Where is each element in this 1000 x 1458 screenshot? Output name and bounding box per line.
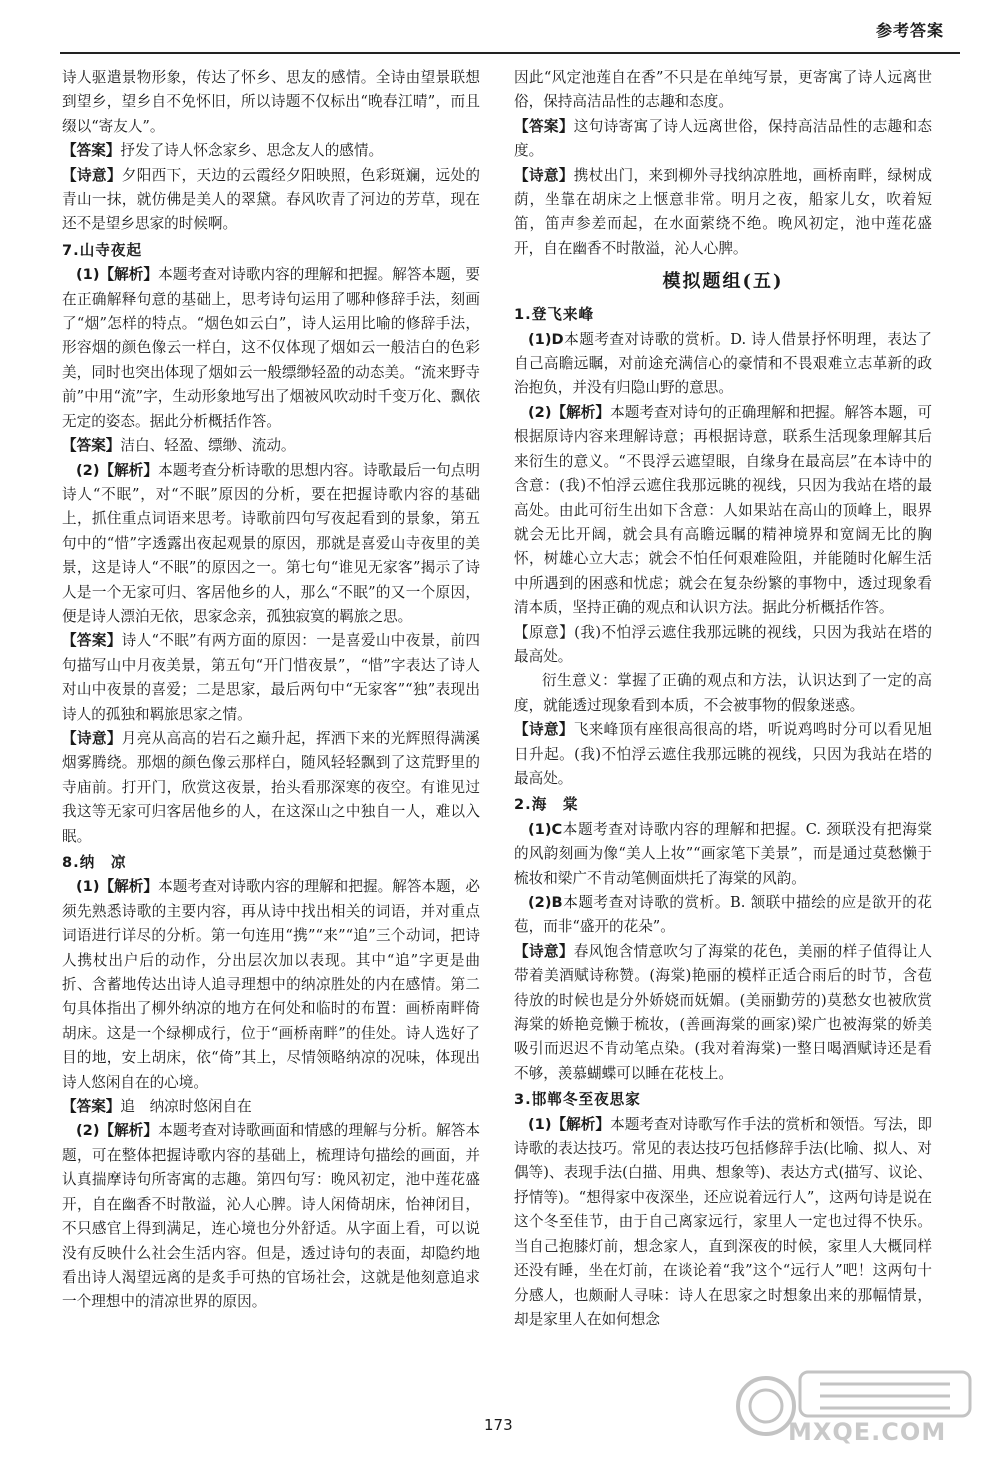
analysis-paragraph <box>514 328 932 401</box>
analysis-paragraph <box>62 263 480 434</box>
poem-meaning-tag: 【诗意】 <box>62 729 122 747</box>
answer-tag: 【答案】 <box>62 632 122 650</box>
answer-tag: 【答案】 <box>62 437 121 455</box>
analysis-paragraph <box>62 875 480 1095</box>
analysis-paragraph <box>514 891 932 940</box>
answer-text: 抒发了诗人怀念家乡、思念友人的感情。 <box>120 142 384 160</box>
analysis-tag: (2)【解析】 <box>76 461 159 479</box>
watermark-text: MXQE.COM <box>788 1418 947 1446</box>
answer-text: 洁白、轻盈、缥缈、流动。 <box>120 437 296 455</box>
analysis-text: 本题考查对诗歌内容的理解和把握。解答本题，要在正确解释句意的基础上，思考诗句运用了哪种修辞手法，刻画了“烟”怎样的特点。“烟色如云白”，诗人运用比喻的修辞手法，形容烟的颜色像云一样白，这不仅体现了烟如云一般洁白的色彩美，同时也突出体现了烟如云一般缥缈轻盈的动态美。“流来野寺前”中用“流”字，生动形象地写出了烟被风吹动时千变万化、飘依无定的姿态。据此分析概括作答。 <box>62 266 480 430</box>
poem-meaning-tag: 【诗意】 <box>514 942 574 960</box>
poem-meaning-paragraph <box>62 727 480 849</box>
analysis-tag: (1)【解析】 <box>76 878 159 896</box>
poem-meaning-text: 夕阳西下，天边的云霞经夕阳映照，色彩斑斓，远处的青山一抹，就仿佛是美人的翠黛。春风吹青了河边的芳草，现在还不是望乡思家的时候啊。 <box>62 166 480 233</box>
poem-meaning-paragraph <box>62 164 480 237</box>
left-column <box>62 66 480 1315</box>
answer-text: 追 纳凉时悠闲自在 <box>120 1098 252 1116</box>
question-title: 2.海 棠 <box>514 796 579 814</box>
analysis-text: 本题考查对诗歌内容的理解和把握。C. 颈联没有把海棠的风韵刻画为像“美人上妆”“画家笔下美景”，而是通过莫愁懒于梳妆和梁广不肯动笔侧面烘托了海棠的风韵。 <box>514 820 932 887</box>
header-title: 参考答案 <box>875 21 944 40</box>
analysis-text: 本题考查对诗歌内容的理解和把握。解答本题，必须先熟悉诗歌的主要内容，再从诗中找出相关的词语，并对重点词语进行详尽的分析。第一句连用“携”“来”“追”三个动词，把诗人携杖出户后的动作，分出层次加以表现。其中“追”字更是曲折、含蓄地传达出诗人追寻理想中的纳凉胜处的内在感情。第二句具体指出了柳外纳凉的地方在何处和临时的布置：画桥南畔倚胡床。这是一个绿柳成行，位于“画桥南畔”的佳处。诗人选好了目的地，安上胡床，依“倚”其上，尽情领略纳凉的况味，体现出诗人悠闲自在的心境。 <box>62 878 480 1091</box>
choice-answer-tag: (1)D <box>528 330 564 348</box>
analysis-paragraph <box>514 1113 932 1333</box>
poem-meaning-tag: 【诗意】 <box>62 166 122 184</box>
answer-paragraph <box>62 139 480 163</box>
poem-meaning-paragraph <box>514 164 932 262</box>
answer-tag: 【答案】 <box>62 1098 121 1116</box>
analysis-text: 本题考查分析诗歌的思想内容。诗歌最后一句点明诗人“不眠”，对“不眠”原因的分析，要在把握诗歌内容的基础上，抓住重点词语来思考。诗歌前四句写夜起看到的景象，第五句中的“惜”字透露出夜起观景的原因，那就是喜爱山寺夜里的美景，这是诗人“不眠”的原因之一。第七句“谁见无家客”揭示了诗人是一个无家可归、客居他乡的人，那么“不眠”的又一个原因，便是诗人漂泊无依，思家念亲，孤独寂寞的羁旅之思。 <box>62 461 480 625</box>
analysis-tag: (2)【解析】 <box>76 1122 159 1140</box>
answer-tag: 【答案】 <box>62 142 121 160</box>
answer-paragraph <box>62 1095 480 1119</box>
analysis-tag: (1)【解析】 <box>76 266 159 284</box>
right-column <box>514 66 932 1332</box>
poem-meaning-text: 携杖出门，来到柳外寻找纳凉胜地，画桥南畔，绿树成荫，坐靠在胡床之上惬意非常。明月之夜，船家儿女，吹着短笛，笛声参差而起，在水面萦绕不绝。晚风初定，池中莲花盛开，自在幽香不时散溢，沁人心脾。 <box>514 166 932 257</box>
analysis-text: 本题考查对诗歌的赏析。B. 颔联中描绘的应是欲开的花苞，而非“盛开的花朵”。 <box>514 894 932 936</box>
question-title: 8.纳 凉 <box>62 854 127 871</box>
analysis-paragraph <box>514 401 932 621</box>
choice-answer-tag: (2)B <box>528 894 563 911</box>
analysis-tag: (2)【解析】 <box>528 403 611 421</box>
analysis-text: 本题考查对诗歌的赏析。D. 诗人借景抒怀明理，表达了自己高瞻远瞩，对前途充满信心的豪情和不畏艰难立志革新的政治抱负，并没有归隐山野的意思。 <box>514 330 932 397</box>
question-title: 1.登飞来峰 <box>514 306 595 324</box>
answer-text: 这句诗寄寓了诗人远离世俗，保持高洁品性的志趣和态度。 <box>514 117 932 160</box>
question-title: 3.邯郸冬至夜思家 <box>514 1091 641 1109</box>
analysis-paragraph <box>62 459 480 630</box>
poem-meaning-tag: 【诗意】 <box>514 721 574 739</box>
analysis-text: 本题考查对诗歌写作手法的赏析和领悟。写法，即诗歌的表达技巧。常见的表达技巧包括修辞手法(比喻、拟人、对偶等)、表现手法(白描、用典、想象等)、表达方式(描写、议论、抒情等)。“想得家中夜深坐，还应说着远行人”，这两句诗是说在这个冬至佳节，由于自己离家远行，家里人一定也过得不快乐。当自己抱膝灯前，想念家人，直到深夜的时候，家里人大概同样还没有睡，坐在灯前，在谈论着“我”这个“远行人”吧！这两句十分感人，也颇耐人寻味：诗人在思家之时想象出来的那幅情景，却是家里人在如何想念 <box>514 1115 932 1328</box>
analysis-tag: (1)【解析】 <box>528 1115 611 1133</box>
answer-text: 诗人“不眠”有两方面的原因：一是喜爱山中夜景，前四句描写山中月夜美景，第五句“开门惜夜景”，“惜”字表达了诗人对山中夜景的喜爱；二是思家，最后两句中“无家客”“独”表现出诗人的孤独和羁旅思家之情。 <box>62 632 480 723</box>
analysis-paragraph <box>62 1119 480 1314</box>
paragraph: 因此“风定池莲自在香”不只是在单纯写景，更寄寓了诗人远离世俗，保持高洁品性的志趣和态度。 <box>514 69 932 111</box>
choice-answer-tag: (1)C <box>528 820 563 838</box>
poem-meaning-text: 春风饱含情意吹匀了海棠的花色，美丽的样子值得让人带着美酒赋诗称赞。(海棠)艳丽的模样正适合雨后的时节，含苞待放的时候也是分外娇娆而妩媚。(美丽勤劳的)莫愁女也被欣赏海棠的娇艳竞懒于梳妆，(善画海棠的画家)梁广也被海棠的娇美吸引而迟迟不肯动笔点染。(我对着海棠)一整日喝酒赋诗还是看不够，羡慕蝴蝶可以睡在花枝上。 <box>514 942 932 1082</box>
watermark-logo <box>730 1362 980 1450</box>
answer-paragraph: 【原意】(我)不怕浮云遮住我那远眺的视线，只因为我站在塔的最高处。 <box>514 623 932 665</box>
answer-tag: 【答案】 <box>514 117 574 135</box>
question-title: 7.山寺夜起 <box>62 241 143 259</box>
poem-meaning-text: 飞来峰顶有座很高很高的塔，听说鸡鸣时分可以看见旭日升起。(我)不怕浮云遮住我那远眺的视线，只因为我站在塔的最高处。 <box>514 721 932 787</box>
answer-paragraph <box>62 434 480 458</box>
answer-paragraph <box>62 629 480 727</box>
analysis-text: 本题考查对诗歌画面和情感的理解与分析。解答本题，可在整体把握诗歌内容的基础上，梳理诗句描绘的画面，并认真揣摩诗句所寄寓的志趣。第四句写：晚风初定，池中莲花盛开，自在幽香不时散溢，沁人心脾。诗人闲倚胡床，怡神闭目，不只感官上得到满足，连心境也分外舒适。从字面上看，可以说没有反映什么社会生活内容。但是，透过诗句的表面，却隐约地看出诗人渴望远离的是炙手可热的官场社会，这就是他刻意追求一个理想中的清凉世界的原因。 <box>62 1122 480 1311</box>
paragraph: 诗人驱遣景物形象，传达了怀乡、思友的感情。全诗由望景联想到望乡，望乡自不免怀旧，所以诗题不仅标出“晚春江晴”，而且缀以“寄友人”。 <box>62 69 480 135</box>
page-number: 173 <box>484 1416 513 1434</box>
poem-meaning-paragraph <box>514 940 932 1086</box>
poem-meaning-tag: 【诗意】 <box>514 166 574 184</box>
analysis-text: 本题考查对诗句的正确理解和把握。解答本题，可根据原诗内容来理解诗意；再根据诗意，联系生活现象理解其后来衍生的意义。“不畏浮云遮望眼，自缘身在最高层”在本诗中的含意：(我)不怕浮云遮住我那远眺的视线，只因为我站在塔的最高处。由此可衍生出如下含意：人如果站在高山的顶峰上，眼界就会无比开阔，就会具有高瞻远瞩的精神境界和宽阔无比的胸怀，树雄心立大志；就会不怕任何艰难险阻，并能随时化解生活中所遇到的困惑和忧虑；就会在复杂纷繁的事物中，透过现象看清本质，坚持正确的观点和认识方法。据此分析概括作答。 <box>514 403 932 617</box>
poem-meaning-paragraph <box>514 718 932 791</box>
header-rule <box>60 52 960 54</box>
analysis-paragraph <box>514 818 932 891</box>
section-title: 模拟题组(五) <box>662 271 784 293</box>
answer-paragraph <box>514 115 932 164</box>
answer-paragraph: 衍生意义：掌握了正确的观点和方法，认识达到了一定的高度，就能透过现象看到本质，不会被事物的假象迷惑。 <box>514 672 932 714</box>
poem-meaning-text: 月亮从高高的岩石之巅升起，挥洒下来的光辉照得满溪烟雾腾绕。那烟的颜色像云那样白，随风轻轻飘到了这荒野里的寺庙前。打开门，欣赏这夜景，抬头看那深寒的夜空。有谁见过我这等无家可归客居他乡的人，在这深山之中独自一人，难以入眠。 <box>62 729 480 845</box>
